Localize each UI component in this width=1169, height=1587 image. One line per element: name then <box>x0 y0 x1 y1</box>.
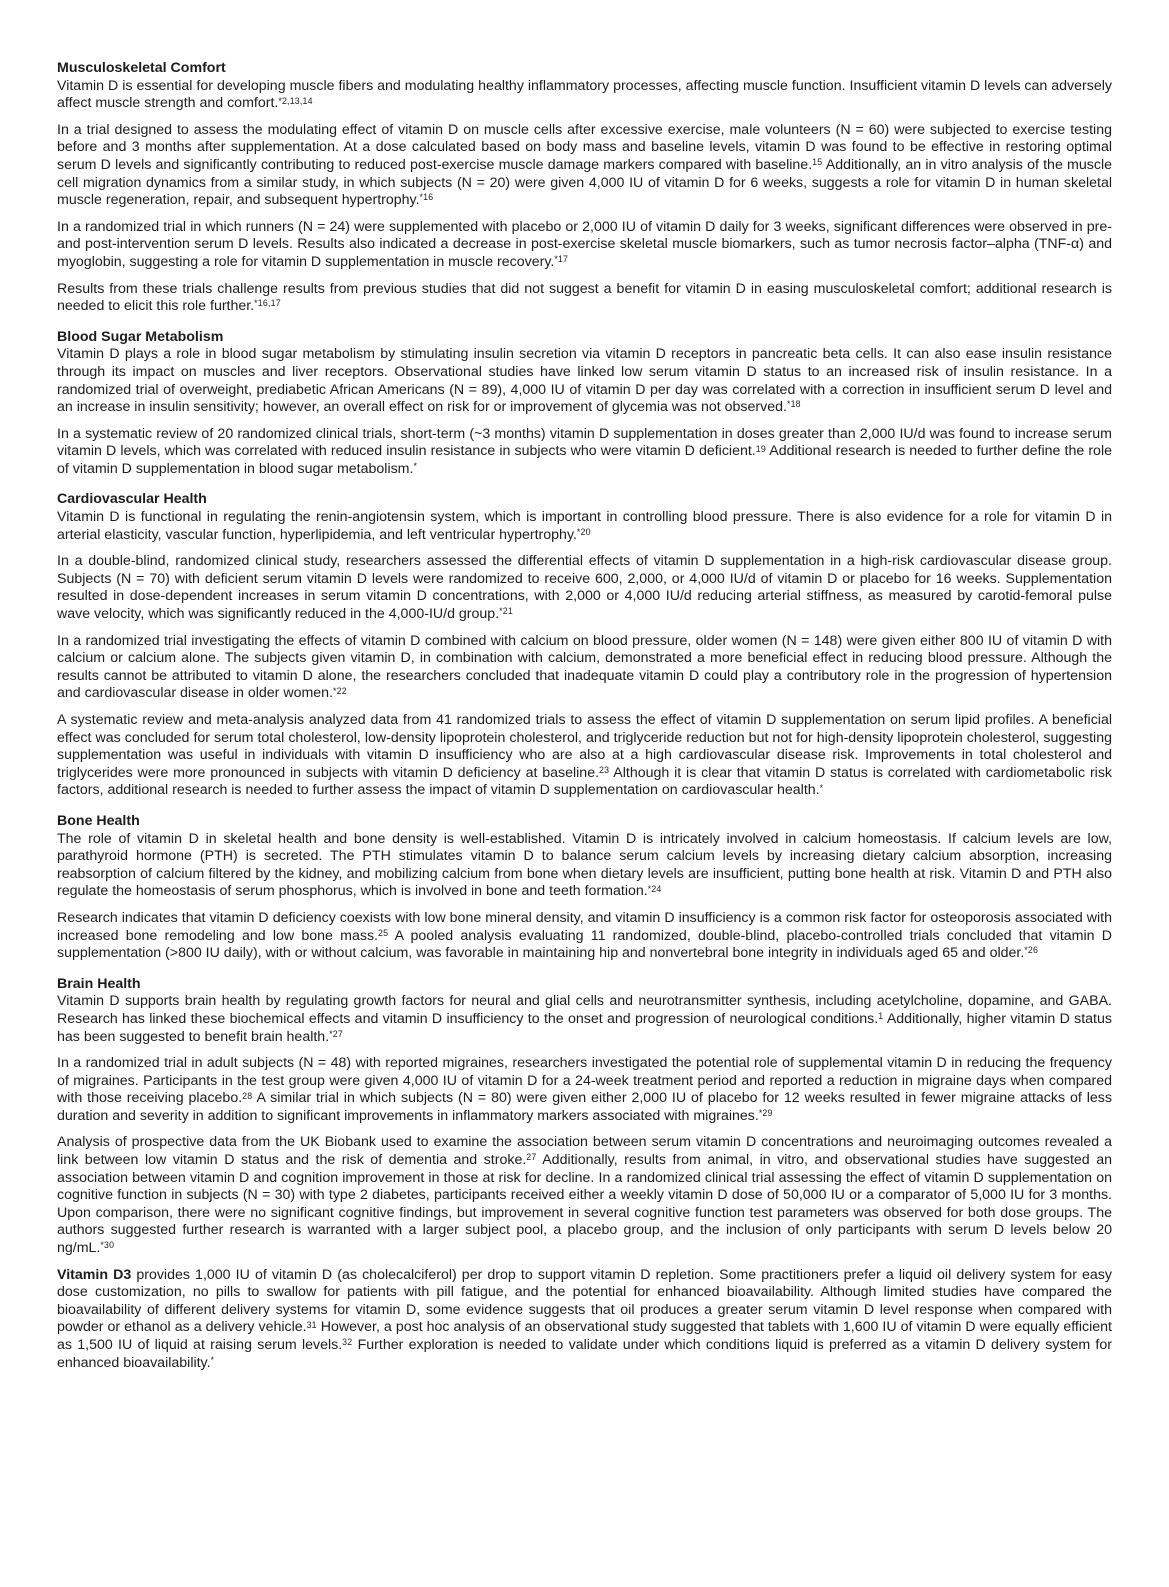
reference-superscript: *27 <box>329 1028 343 1039</box>
reference-superscript: * <box>413 461 418 472</box>
text-run: Additionally, higher vitamin D status has been suggested to benefit brain health. <box>57 1010 1112 1045</box>
reference-superscript: *24 <box>647 883 662 894</box>
text-run: provides 1,000 IU of vitamin D (as cholecalciferol) per drop to support vitamin D repletion. Some practitioners prefer a liquid oil delivery system for easy dose customization, no pills to swallow for patients with pill fatigue, and the potential for enhanced bioavailability. Although limited studies have compared the bioavailability of different delivery systems for vitamin D, some evidence suggests that oil produces a greater serum vitamin D level response when compared with powder or ethanol as a delivery vehicle. <box>57 1266 1112 1336</box>
text-run: Further exploration is needed to validate under which conditions liquid is preferred as a vitamin D delivery system for enhanced bioavailability. <box>57 1337 1112 1371</box>
paragraph <box>57 346 1112 416</box>
text-run: Vitamin D plays a role in blood sugar metabolism by stimulating insulin secretion via vitamin D receptors in pancreatic beta cells. It can also ease insulin resistance through its impact on muscles and liver receptors. Observational studies have linked low serum vitamin D status to an increased risk of insulin resistance. In a randomized trial of overweight, prediabetic African Americans (N = 89), 4,000 IU of vitamin D per day was correlated with a correction in insufficient serum D level and an increase in insulin sensitivity; however, an overall effect on risk for or improvement of glycemia was not observed. <box>57 346 1112 416</box>
paragraph <box>57 426 1112 479</box>
paragraph <box>57 78 1112 113</box>
reference-superscript: *17 <box>554 254 569 265</box>
reference-superscript: 25 <box>377 927 389 938</box>
text-run: Additionally, an in vitro analysis of the muscle cell migration dynamics from a similar study, in which subjects (N = 20) were given 4,000 IU of vitamin D for 6 weeks, suggests a role for vitamin D in human skeletal muscle regeneration, repair, and subsequent hypertrophy. <box>57 156 1112 209</box>
paragraph <box>57 509 1112 544</box>
document-section <box>57 329 1112 479</box>
document-section <box>57 60 1112 316</box>
text-run: The role of vitamin D in skeletal health and bone density is well-established. Vitamin D is intricately involved in calcium homeostasis. If calcium levels are low, parathyroid hormone (PTH) is secreted. The PTH stimulates vitamin D to balance serum calcium levels by increasing dietary calcium absorption, increasing reabsorption of calcium filtered by the kidney, and mobilizing calcium from bone when dietary levels are insufficient, putting bone health at risk. Vitamin D and PTH also regulate the homeostasis of serum phosphorus, which is involved in bone and teeth formation. <box>57 830 1112 900</box>
reference-superscript: *16 <box>419 192 434 203</box>
text-run: Analysis of prospective data from the UK Biobank used to examine the association between serum vitamin D concentrations and neuroimaging outcomes revealed a link between low vitamin D status and the risk of dementia and stroke. <box>57 1134 1112 1169</box>
reference-superscript: *26 <box>1024 945 1039 956</box>
paragraph <box>57 633 1112 703</box>
reference-superscript: 23 <box>599 765 610 776</box>
paragraph <box>57 1134 1112 1257</box>
text-run: A pooled analysis evaluating 11 randomized, double-blind, placebo-controlled trials concluded that vitamin D supplementation (>800 IU daily), with or without calcium, was favorable in maintaining hip and nonvertebral bone integrity in individuals aged 65 and older. <box>57 927 1112 962</box>
paragraph <box>57 553 1112 623</box>
paragraph <box>57 219 1112 272</box>
text-run: A systematic review and meta-analysis analyzed data from 41 randomized trials to assess the effect of vitamin D supplementation on serum lipid profiles. A beneficial effect was concluded for serum total cholesterol, low-density lipoprotein cholesterol, and triglyceride reduction but not for high-density lipoprotein cholesterol, suggesting supplementation was useful in individuals with vitamin D insufficiency who are also at a high cardiovascular disease risk. Improvements in total cholesterol and triglycerides were more pronounced in subjects with vitamin D deficiency at baseline. <box>57 712 1112 781</box>
reference-superscript: 32 <box>342 1337 353 1348</box>
paragraph <box>57 122 1112 210</box>
text-run: A similar trial in which subjects (N = 80) were given either 2,000 IU of placebo for 12 weeks resulted in fewer migraine attacks of less duration and severity in addition to significant improvements in inflammatory markers associated with migraines. <box>57 1090 1112 1124</box>
section-heading: Musculoskeletal Comfort <box>57 60 226 76</box>
reference-superscript: *16,17 <box>254 298 281 309</box>
reference-superscript: 19 <box>755 443 766 454</box>
reference-superscript: * <box>210 1354 215 1365</box>
reference-superscript: *2,13,14 <box>278 95 313 106</box>
document-section <box>57 976 1112 1258</box>
text-run: In a systematic review of 20 randomized clinical trials, short-term (~3 months) vitamin D supplementation in doses greater than 2,000 IU/d was found to increase serum vitamin D levels, which was correlated with reduced insulin resistance in subjects who were vitamin D deficient. <box>57 425 1112 460</box>
text-run: Additional research is needed to further define the role of vitamin D supplementation in blood sugar metabolism. <box>57 443 1112 477</box>
reference-superscript: 27 <box>526 1152 537 1163</box>
paragraph <box>57 1267 1112 1373</box>
paragraph <box>57 993 1112 1046</box>
reference-superscript: *18 <box>786 399 801 410</box>
document-section <box>57 813 1112 963</box>
text-run: In a randomized trial in which runners (N = 24) were supplemented with placebo or 2,000 IU of vitamin D daily for 3 weeks, significant differences were observed in pre- and post-intervention serum D levels. Results also indicated a decrease in post-exercise skeletal muscle biomarkers, such as tumor necrosis factor–alpha (TNF-α) and myoglobin, suggesting a role for vitamin D supplementation in muscle recovery. <box>57 218 1112 270</box>
reference-superscript: *20 <box>576 526 591 537</box>
reference-superscript: 15 <box>812 157 823 168</box>
paragraph <box>57 831 1112 901</box>
text-run: In a trial designed to assess the modulating effect of vitamin D on muscle cells after excessive exercise, male volunteers (N = 60) were subjected to exercise testing before and 3 months after supplementation. At a dose calculated based on body mass and baseline levels, vitamin D was found to be effective in restoring optimal serum D levels and significantly contributing to reduced post-exercise muscle damage markers compared with baseline. <box>57 121 1112 173</box>
reference-superscript: * <box>819 782 824 793</box>
text-run: In a randomized trial in adult subjects (N = 48) with reported migraines, researchers investigated the potential role of supplemental vitamin D in reducing the frequency of migraines. Participants in the test group were given 4,000 IU of vitamin D for a 24-week treatment period and reported a reduction in migraine days when compared with those receiving placebo. <box>57 1055 1112 1107</box>
paragraph <box>57 712 1112 800</box>
section-heading: Cardiovascular Health <box>57 491 207 508</box>
reference-superscript: 31 <box>306 1319 317 1330</box>
paragraph <box>57 1055 1112 1125</box>
document-body <box>57 60 1112 1372</box>
text-run: Vitamin D supports brain health by regulating growth factors for neural and glial cells and neurotransmitter synthesis, including acetylcholine, dopamine, and GABA. Research has linked these biochemical effects and vitamin D insufficiency to the onset and progression of neurological conditions. <box>57 993 1112 1027</box>
text-run: In a randomized trial investigating the effects of vitamin D combined with calcium on blood pressure, older women (N = 148) were given either 800 IU of vitamin D with calcium or calcium alone. The subjects given vitamin D, in combination with calcium, demonstrated a more beneficial effect in reducing blood pressure. Although the results cannot be attributed to vitamin D alone, the researchers concluded that inadequate vitamin D could play a contributory role in the progression of hypertension and cardiovascular disease in older women. <box>57 632 1112 702</box>
reference-superscript: *29 <box>758 1108 773 1119</box>
text-run: In a double-blind, randomized clinical study, researchers assessed the differential effects of vitamin D supplementation in a high-risk cardiovascular disease group. Subjects (N = 70) with deficient serum vitamin D levels were randomized to receive 600, 2,000, or 4,000 IU/d of vitamin D or placebo for 16 weeks. Supplementation resulted in dose-dependent increases in serum vitamin D concentrations, with 2,000 or 4,000 IU/d reducing arterial stiffness, as measured by carotid-femoral pulse wave velocity, which was significantly reduced in the 4,000-IU/d group. <box>57 553 1112 623</box>
bold-lead-text: Vitamin D3 <box>57 1266 132 1283</box>
text-run: Results from these trials challenge results from previous studies that did not suggest a benefit for vitamin D in easing musculoskeletal comfort; additional research is needed to elicit this role further. <box>57 280 1112 315</box>
text-run: Research indicates that vitamin D deficiency coexists with low bone mineral density, and vitamin D insufficiency is a common risk factor for osteoporosis associated with increased bone remodeling and low bone mass. <box>57 909 1112 944</box>
text-run: Although it is clear that vitamin D status is correlated with cardiometabolic risk factors, additional research is needed to further assess the impact of vitamin D supplementation on cardiovascular health. <box>57 764 1113 799</box>
text-run: However, a post hoc analysis of an observational study suggested that tablets with 1,600 IU of vitamin D were equally efficient as 1,500 IU of liquid at raising serum levels. <box>57 1319 1112 1353</box>
section-heading: Bone Health <box>57 812 140 829</box>
reference-superscript: *30 <box>100 1240 115 1251</box>
reference-superscript: *22 <box>333 685 347 696</box>
text-run: Vitamin D is essential for developing muscle fibers and modulating healthy inflammatory processes, affecting muscle function. Insufficient vitamin D levels can adversely affect muscle strength and comfort. <box>57 77 1112 112</box>
text-run: Vitamin D is functional in regulating the renin-angiotensin system, which is important in controlling blood pressure. There is also evidence for a role for vitamin D in arterial elasticity, vascular function, hyperlipidemia, and left ventricular hypertrophy. <box>57 509 1112 543</box>
paragraph <box>57 281 1112 316</box>
paragraph <box>57 910 1112 963</box>
text-run: Additionally, results from animal, in vitro, and observational studies have suggested an association between vitamin D and cognition improvement in those at risk for decline. In a randomized clinical trial assessing the effect of vitamin D supplementation on cognitive function in subjects (N = 30) with type 2 diabetes, participants received either a weekly vitamin D dose of 50,000 IU or a comparator of 5,000 IU for 3 months. Upon comparison, there were no significant cognitive findings, but improvement in several cognitive function test parameters was observed for both dose groups. The authors suggested further research is warranted with a larger subject pool, a placebo group, and the inclusion of only participants with serum D levels below 20 ng/mL. <box>57 1152 1112 1257</box>
section-heading: Blood Sugar Metabolism <box>57 328 224 345</box>
reference-superscript: 28 <box>242 1090 253 1101</box>
document-section <box>57 491 1112 800</box>
reference-superscript: 1 <box>878 1011 884 1022</box>
reference-superscript: *21 <box>499 606 513 617</box>
section-heading: Brain Health <box>57 975 141 992</box>
document-section <box>57 1267 1112 1373</box>
